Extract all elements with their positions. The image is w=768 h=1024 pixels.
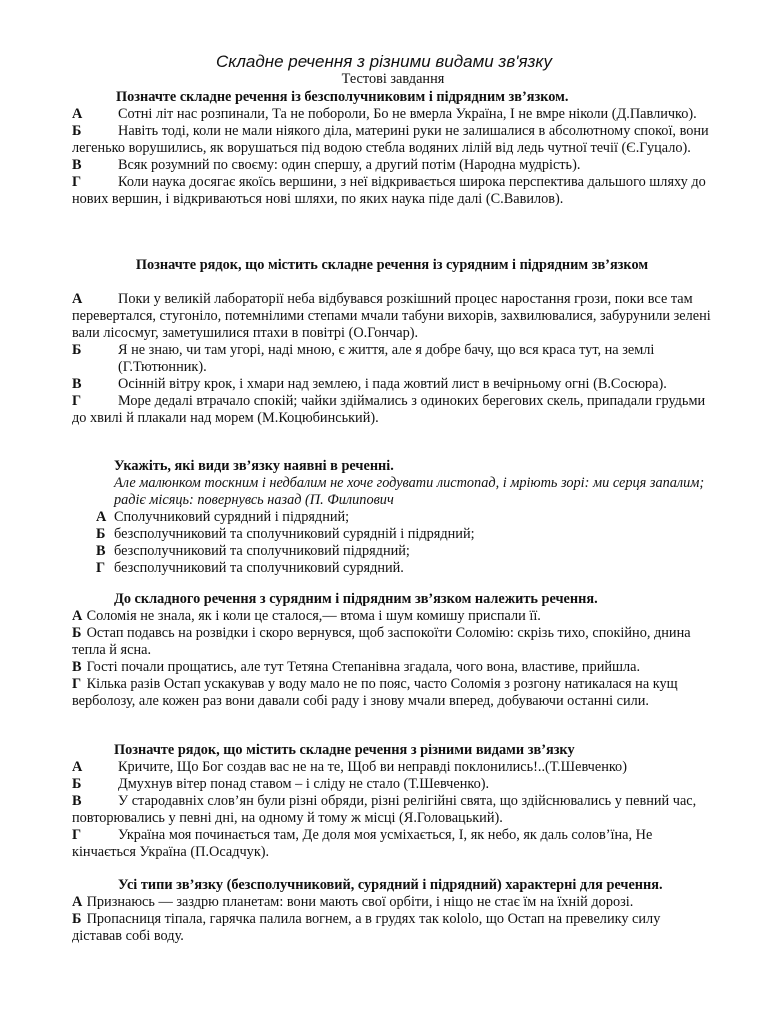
option-text: Осінній вітру крок, і хмари над землею, і пада жовтий лист в вечірньому огні (В.Сосюра).: [118, 376, 667, 392]
quoted-sentence: Але малюнком тоскним і недбалим не хоче годувати листопад, і мріють зорі: ми серця запалим; радіє місяць: повернувсь назад (П. Филипович: [114, 475, 705, 508]
option-letter: А: [96, 509, 107, 525]
question-text: Позначте складне речення із безсполучниковим і підрядним зв’язком.: [116, 89, 569, 105]
test-question-1: [72, 89, 712, 208]
answer-option-g: [72, 174, 712, 208]
option-letter: Б: [72, 342, 82, 358]
option-text: Кілька разів Остап ускакував у воду мало не по пояс, часто Соломія з розгону натикалася на кущ верболозу, але кожен раз вони давали собі раду і знову мчали вперед, добуваючи останні сили.: [72, 676, 678, 709]
option-text: Я не знаю, чи там угорі, наді мною, є життя, але я добре бачу, що вся краса тут, на землі: [118, 342, 655, 358]
answer-option-a: [72, 608, 712, 625]
option-text: Навіть тоді, коли не мали ніякого діла, материні руки не залишалися в абсолютному спокої, вони легенько ворушились, як ворушаться під водою стебла водяних лілій від ледь чутної течії (Є.Гуцало).: [72, 123, 709, 156]
answer-option-a: [72, 106, 712, 123]
answer-option-g: [72, 827, 712, 861]
option-letter: А: [72, 608, 83, 624]
option-letter: Б: [96, 526, 106, 542]
question-text: Позначте рядок, що містить складне речення із сурядним і підрядним зв’язком: [135, 257, 649, 273]
option-letter: В: [72, 376, 82, 392]
answer-option-g: [72, 560, 712, 577]
option-text: Сотні літ нас розпинали, Та не побороли, Бо не вмерла Україна, І не вмре ніколи (Д.Павличко).: [118, 106, 697, 122]
answer-option-b: [72, 526, 712, 543]
option-letter: Б: [72, 911, 82, 927]
answer-option-g: [72, 393, 712, 427]
document-subtitle: Тестові завдання: [341, 71, 445, 87]
option-letter: Б: [72, 625, 82, 641]
option-text: Сполучниковий сурядний і підрядний;: [114, 509, 350, 525]
option-letter: В: [72, 659, 82, 675]
option-text: У стародавніх слов’ян були різні обряди, різні релігійні свята, що здійснювались у певний час, повторювались у певні дні, на одному й тому ж місці (Я.Головацький).: [72, 793, 697, 826]
answer-option-v: [72, 543, 712, 560]
option-letter: А: [72, 291, 83, 307]
test-question-2: [72, 257, 712, 427]
option-text: Море дедалі втрачало спокій; чайки здіймались з одиноких берегових скель, припадали грудьми до хвилі й плакали над морем (М.Коцюбинський).: [72, 393, 706, 426]
answer-option-g: [72, 676, 712, 710]
answer-option-a: [72, 291, 712, 342]
option-text: Пропасниця тіпала, гарячка палила вогнем, а в грудях так кololo, що Остап на превелику силу діставав собі воду.: [72, 911, 661, 944]
answer-option-v: [72, 376, 712, 393]
option-letter: А: [72, 759, 83, 775]
option-text: Соломія не знала, як і коли це сталося,— втома і шум комишу приспали її.: [86, 608, 541, 624]
option-text-continued: (Г.Тютюнник).: [118, 359, 207, 375]
answer-option-a: [72, 509, 712, 526]
answer-option-a: [72, 759, 712, 776]
answer-option-v: [72, 157, 712, 174]
option-text: Всяк розумний по своєму: один спершу, а другий потім (Народна мудрість).: [118, 157, 581, 173]
answer-option-a: [72, 894, 712, 911]
option-text: Коли наука досягає якоїсь вершини, з неї відкривається широка перспектива дальшого шляху до нових вершин, і відкриваються нові шляхи, по яких наука піде далі (С.Вавилов).: [72, 174, 706, 207]
question-text: Укажіть, які види зв’язку наявні в реченні.: [114, 458, 394, 474]
test-question-3: [72, 458, 712, 577]
option-text: безсполучниковий та сполучниковий підрядний;: [114, 543, 410, 559]
option-text: безсполучниковий та сполучниковий сурядній і підрядний;: [114, 526, 475, 542]
option-letter: А: [72, 894, 83, 910]
question-text: До складного речення з сурядним і підрядним зв’язком належить речення.: [114, 591, 598, 607]
answer-option-b: [72, 342, 712, 376]
document-title: Складне речення з різними видами зв'язку: [216, 52, 552, 71]
option-text: Україна моя починається там, Де доля моя усміхається, І, як небо, як даль солов’їна, Не кінчається Україна (П.Осадчук).: [72, 827, 653, 860]
option-text: Кричите, Що Бог создав вас не на те, Щоб ви неправді поклонились!..(Т.Шевченко): [118, 759, 627, 775]
option-letter: Б: [72, 776, 82, 792]
option-letter: В: [72, 793, 82, 809]
answer-option-b: [72, 911, 712, 945]
test-question-5: [72, 742, 712, 861]
option-text: Остап подавсь на розвідки і скоро вернувся, щоб заспокоїти Соломію: скрізь тихо, спокійно, днина тепла й ясна.: [72, 625, 691, 658]
answer-option-v: [72, 659, 712, 676]
question-text: Усі типи зв’язку (безсполучниковий, сурядний і підрядний) характерні для речення.: [118, 877, 663, 893]
test-question-4: [72, 591, 712, 710]
option-text: безсполучниковий та сполучниковий сурядний.: [114, 560, 404, 576]
option-letter: Б: [72, 123, 82, 139]
option-text: Гості почали прощатись, але тут Тетяна Степанівна згадала, чого вона, властиве, прийшла.: [86, 659, 641, 675]
answer-option-b: [72, 776, 712, 793]
option-text: Поки у великій лабораторії неба відбувався розкішний процес наростання грози, поки все там перевертался, стугоніло, потемнілими степами мчали табуни вихорів, захвилювалися, забурунили зелені вали лісосмуг, заметушилися птахи в повітрі (О.Гончар).: [72, 291, 711, 341]
option-letter: Г: [72, 174, 82, 190]
option-text: Признаюсь — заздрю планетам: вони мають свої орбіти, і ніщо не стає їм на їхній дорозі.: [86, 894, 634, 910]
answer-option-b: [72, 625, 712, 659]
option-letter: Г: [72, 827, 82, 843]
answer-option-v: [72, 793, 712, 827]
option-letter: В: [96, 543, 106, 559]
option-letter: А: [72, 106, 83, 122]
option-letter: Г: [96, 560, 106, 576]
test-question-6: [72, 877, 712, 945]
option-letter: Г: [72, 676, 82, 692]
answer-option-b: [72, 123, 712, 157]
option-letter: Г: [72, 393, 82, 409]
option-letter: В: [72, 157, 82, 173]
question-text: Позначте рядок, що містить складне речення з різними видами зв’язку: [114, 742, 575, 758]
option-text: Дмухнув вітер понад ставом – і сліду не стало (Т.Шевченко).: [118, 776, 490, 792]
